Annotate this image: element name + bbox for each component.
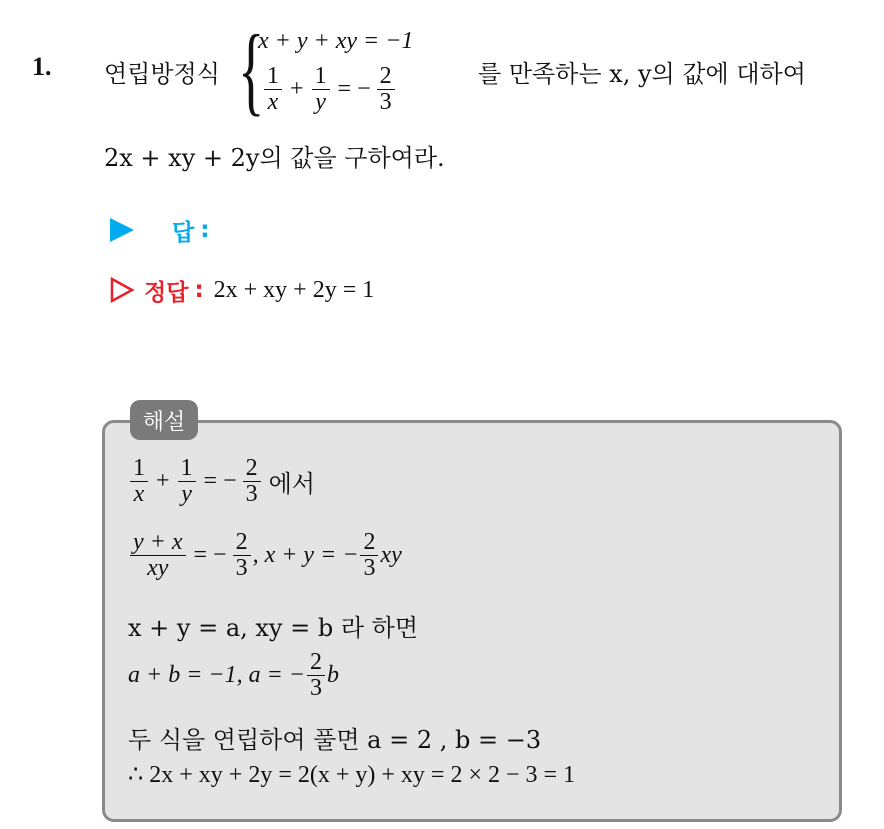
question-tail-text: 를 만족하는 x, y의 값에 대하여 — [478, 60, 806, 88]
solution-line-5: 두 식을 연립하여 풀면 a = 2 , b = −3 — [128, 726, 542, 754]
question-line-2: 2x + xy + 2y의 값을 구하여라. — [104, 144, 445, 172]
fraction-1-over-y: $\frac{1}{y}$ — [312, 64, 330, 115]
correct-answer-value: 2x + xy + 2y = 1 — [213, 276, 375, 303]
solution-line-4: a + b = −1, a = − $\frac{2}{3}$ b — [128, 649, 339, 702]
question-lead-text: 연립방정식 — [104, 60, 220, 88]
fraction-2-over-3: $\frac{2}{3}$ — [377, 64, 395, 115]
play-triangle-icon — [110, 218, 134, 242]
answer-row — [110, 210, 209, 250]
system-equation-2: $\frac{1}{x}$ + $\frac{1}{y}$ = − $\frac{2}{3}$ — [262, 64, 397, 115]
system-equation-1: x + y + xy = −1 — [258, 28, 414, 54]
system-brace: { — [238, 14, 265, 125]
correct-answer-label: 정답 — [144, 279, 189, 306]
answer-label: 답 — [172, 219, 195, 246]
question-number: 1. — [32, 52, 52, 81]
solution-line-2: $\frac{y + x}{xy}$ = − $\frac{2}{3}$ , x + y = − $\frac{2}{3}$ xy — [128, 530, 402, 581]
solution-line-6: ∴ 2x + xy + 2y = 2(x + y) + xy = 2 × 2 − 3 = 1 — [128, 762, 576, 788]
fraction-1-over-x: $\frac{1}{x}$ — [264, 64, 282, 115]
solution-line-3: x + y = a, xy = b 라 하면 — [128, 614, 419, 642]
solution-line-1: $\frac{1}{x}$ + $\frac{1}{y}$ = − $\frac{2}{3}$ 에서 — [128, 456, 315, 507]
correct-answer-colon: : — [194, 277, 204, 303]
answer-colon: : — [200, 217, 210, 243]
correct-answer-row — [110, 270, 374, 310]
outline-triangle-icon — [110, 277, 134, 303]
solution-tab: 해설 — [130, 400, 198, 440]
